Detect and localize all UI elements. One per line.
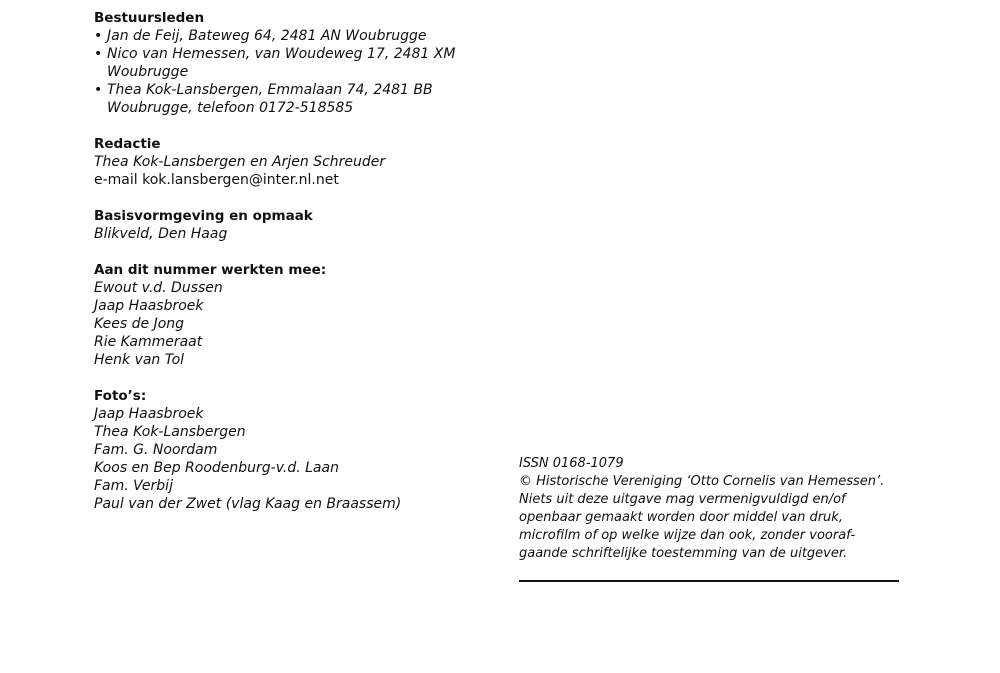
foto-credit-item: Jaap Haasbroek <box>94 406 204 422</box>
medewerkers-heading: Aan dit nummer werkten mee: <box>94 262 327 278</box>
bestuurslid-item: • Thea Kok-Lansbergen, Emmalaan 74, 2481 BB Woubrugge, telefoon 0172-518585 <box>94 81 514 117</box>
fotos-heading: Foto’s: <box>94 388 147 404</box>
copyright-line: openbaar gemaakt worden door middel van druk, <box>519 510 843 525</box>
medewerker-item: Rie Kammeraat <box>94 334 203 350</box>
medewerker-item: Jaap Haasbroek <box>94 298 204 314</box>
foto-credit-item: Paul van der Zwet (vlag Kaag en Braassem) <box>94 496 402 512</box>
medewerkers-list <box>94 279 514 369</box>
copyright-block <box>519 455 904 563</box>
bestuurslid-item: • Jan de Feij, Bateweg 64, 2481 AN Woubrugge <box>94 27 514 45</box>
redactie-heading: Redactie <box>94 136 161 152</box>
horizontal-divider <box>519 580 899 582</box>
foto-credit-item: Thea Kok-Lansbergen <box>94 424 246 440</box>
foto-credit-item: Fam. G. Noordam <box>94 442 218 458</box>
medewerker-item: Henk van Tol <box>94 352 185 368</box>
medewerker-item: Ewout v.d. Dussen <box>94 280 223 296</box>
foto-credit-item: Fam. Verbij <box>94 478 173 494</box>
fotos-section <box>94 387 514 513</box>
vormgeving-value: Blikveld, Den Haag <box>94 226 228 242</box>
copyright-line: microfilm of op welke wijze dan ook, zonder vooraf- <box>519 528 856 543</box>
redactie-section <box>94 135 514 189</box>
colophon-left-column <box>94 9 514 531</box>
vormgeving-heading: Basisvormgeving en opmaak <box>94 208 313 224</box>
foto-credit-item: Koos en Bep Roodenburg-v.d. Laan <box>94 460 339 476</box>
bestuurslid-item: • Nico van Hemessen, van Woudeweg 17, 2481 XM Woubrugge <box>94 45 514 81</box>
copyright-line: © Historische Vereniging ‘Otto Cornelis van Hemessen’. <box>519 474 885 489</box>
vormgeving-section <box>94 207 514 243</box>
redactie-email: e-mail kok.lansbergen@inter.nl.net <box>94 172 339 188</box>
bestuursleden-heading: Bestuursleden <box>94 10 205 26</box>
bestuursleden-section <box>94 9 514 117</box>
bestuursleden-list <box>94 27 514 117</box>
fotos-list <box>94 405 514 513</box>
redactie-names: Thea Kok-Lansbergen en Arjen Schreuder <box>94 154 386 170</box>
copyright-line: Niets uit deze uitgave mag vermenigvuldigd en/of <box>519 492 846 507</box>
medewerkers-section <box>94 261 514 369</box>
medewerker-item: Kees de Jong <box>94 316 185 332</box>
issn-line: ISSN 0168-1079 <box>519 456 624 471</box>
copyright-line: gaande schriftelijke toestemming van de uitgever. <box>519 546 848 561</box>
